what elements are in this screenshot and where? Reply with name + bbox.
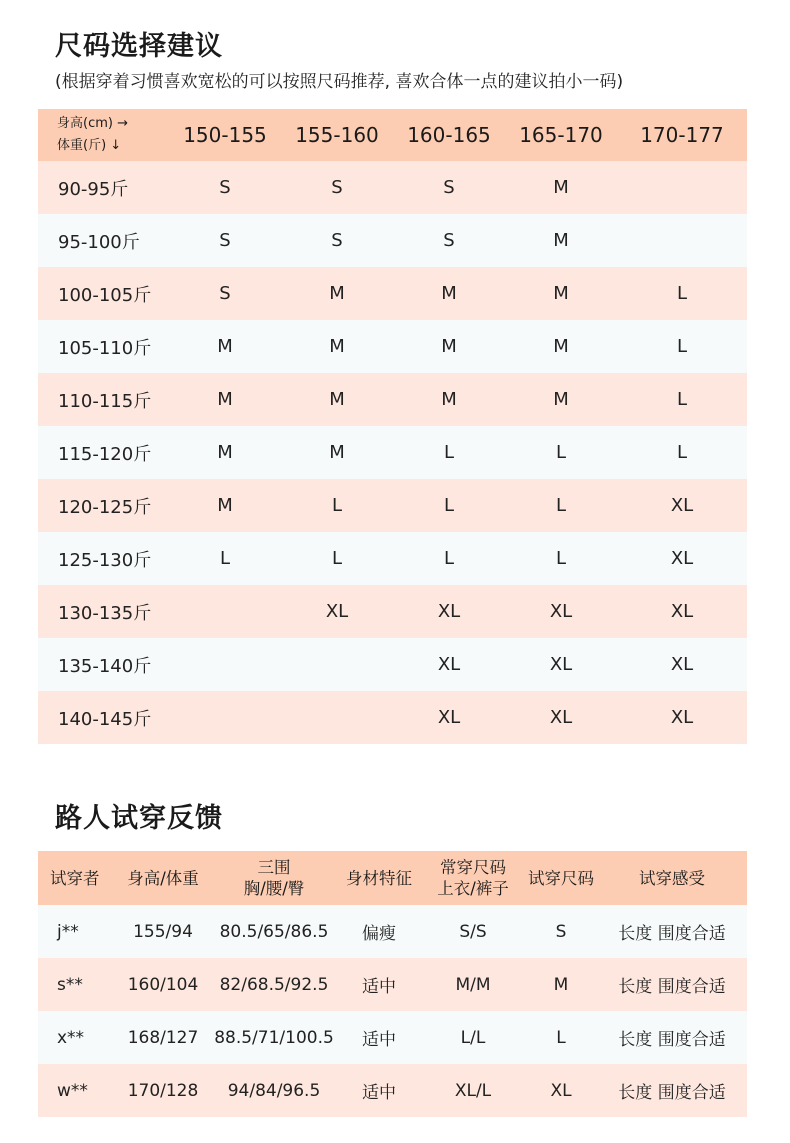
height-weight-header: 身高/体重 [115,851,211,905]
size-cell: M [393,320,505,373]
fitting-feedback-table [38,851,747,1117]
size-cell: L [617,320,747,373]
tester-feeling: 长度 围度合适 [597,905,747,958]
size-chart-row [38,532,747,585]
size-chart-row [38,373,747,426]
tester-usual-size: S/S [421,905,525,958]
size-cell: S [169,214,281,267]
size-cell: M [169,479,281,532]
tester-name: w** [38,1064,115,1117]
size-cell: M [505,373,617,426]
size-cell: M [505,161,617,214]
size-cell: L [505,426,617,479]
feedback-body [38,905,747,1117]
size-cell [169,585,281,638]
size-cell: M [281,373,393,426]
size-cell: XL [393,585,505,638]
tester-height-weight: 170/128 [115,1064,211,1117]
tester-measurements: 94/84/96.5 [211,1064,337,1117]
tester-feeling: 长度 围度合适 [597,1064,747,1117]
size-cell: XL [505,691,617,744]
size-cell: M [281,320,393,373]
size-cell: XL [617,532,747,585]
tester-height-weight: 168/127 [115,1011,211,1064]
size-chart-body [38,161,747,744]
size-cell: L [617,426,747,479]
size-guide-title: 尺码选择建议 [55,31,223,62]
body-type-header: 身材特征 [337,851,421,905]
size-chart-row [38,638,747,691]
size-cell [169,691,281,744]
size-cell: L [505,479,617,532]
size-cell: M [169,320,281,373]
weight-range-label: 100-105斤 [38,267,169,320]
tester-usual-size: M/M [421,958,525,1011]
weight-range-label: 120-125斤 [38,479,169,532]
tester-name: x** [38,1011,115,1064]
tester-tried-size: XL [525,1064,597,1117]
tester-tried-size: M [525,958,597,1011]
tester-tried-size: L [525,1011,597,1064]
usual-size-header [421,851,525,905]
size-chart-row [38,585,747,638]
size-cell: XL [505,638,617,691]
size-guide-subtitle: (根据穿着习惯喜欢宽松的可以按照尺码推荐, 喜欢合体一点的建议拍小一码) [55,72,624,92]
size-cell: XL [617,691,747,744]
size-cell: L [617,373,747,426]
size-cell [617,214,747,267]
size-cell: M [393,373,505,426]
size-cell: S [281,161,393,214]
tester-header: 试穿者 [38,851,115,905]
tried-size-header: 试穿尺码 [525,851,597,905]
tester-usual-size: XL/L [421,1064,525,1117]
size-cell: L [281,532,393,585]
size-chart-row [38,214,747,267]
size-cell: M [169,426,281,479]
size-cell: XL [617,585,747,638]
height-range-header: 170-177 [617,109,747,161]
tester-height-weight: 160/104 [115,958,211,1011]
size-chart-row [38,426,747,479]
feedback-header-row [38,851,747,905]
tester-measurements: 82/68.5/92.5 [211,958,337,1011]
size-cell [169,638,281,691]
weight-range-label: 105-110斤 [38,320,169,373]
size-cell: L [169,532,281,585]
size-chart-row [38,691,747,744]
tester-name: s** [38,958,115,1011]
tester-name: j** [38,905,115,958]
size-cell: S [169,161,281,214]
size-cell [281,638,393,691]
size-cell: S [281,214,393,267]
measurements-header-line1: 三围 [257,858,291,877]
tester-feeling: 长度 围度合适 [597,1011,747,1064]
weight-range-label: 95-100斤 [38,214,169,267]
feedback-row [38,958,747,1011]
weight-range-label: 140-145斤 [38,691,169,744]
weight-range-label: 135-140斤 [38,638,169,691]
size-cell: M [281,426,393,479]
size-chart-header-row [38,109,747,161]
weight-range-label: 125-130斤 [38,532,169,585]
size-chart-table [38,109,747,744]
size-cell: S [393,161,505,214]
size-cell: S [169,267,281,320]
feedback-row [38,1064,747,1117]
size-cell: XL [393,691,505,744]
weight-range-label: 110-115斤 [38,373,169,426]
size-cell: L [393,426,505,479]
size-cell: XL [617,638,747,691]
size-cell: L [617,267,747,320]
size-chart-corner-cell [38,109,169,161]
feedback-row [38,905,747,958]
size-chart-row [38,161,747,214]
measurements-header [211,851,337,905]
tester-feeling: 长度 围度合适 [597,958,747,1011]
weight-axis-label: 体重(斤) ↓ [57,138,122,153]
size-cell: XL [617,479,747,532]
height-range-header: 160-165 [393,109,505,161]
weight-range-label: 90-95斤 [38,161,169,214]
size-cell: S [393,214,505,267]
height-range-header: 165-170 [505,109,617,161]
weight-range-label: 130-135斤 [38,585,169,638]
size-cell: M [505,320,617,373]
usual-size-header-line2: 上衣/裤子 [437,879,509,898]
feedback-title: 路人试穿反馈 [55,803,223,834]
size-cell: L [393,479,505,532]
size-cell: M [505,267,617,320]
size-cell: XL [281,585,393,638]
tester-usual-size: L/L [421,1011,525,1064]
size-cell: XL [505,585,617,638]
size-cell: L [393,532,505,585]
height-axis-label: 身高(cm) → [57,116,128,131]
tester-measurements: 88.5/71/100.5 [211,1011,337,1064]
weight-range-label: 115-120斤 [38,426,169,479]
feeling-header: 试穿感受 [597,851,747,905]
tester-height-weight: 155/94 [115,905,211,958]
tester-tried-size: S [525,905,597,958]
size-chart-row [38,320,747,373]
height-range-header: 150-155 [169,109,281,161]
size-cell [281,691,393,744]
measurements-header-line2: 胸/腰/臀 [243,879,305,898]
height-range-header: 155-160 [281,109,393,161]
size-chart-row [38,267,747,320]
size-cell: L [281,479,393,532]
size-cell: M [393,267,505,320]
feedback-row [38,1011,747,1064]
usual-size-header-line1: 常穿尺码 [440,858,506,877]
size-cell [617,161,747,214]
size-cell: M [505,214,617,267]
tester-body-type: 适中 [337,958,421,1011]
size-cell: XL [393,638,505,691]
tester-body-type: 适中 [337,1011,421,1064]
tester-body-type: 适中 [337,1064,421,1117]
size-cell: M [281,267,393,320]
size-cell: L [505,532,617,585]
size-cell: M [169,373,281,426]
tester-body-type: 偏瘦 [337,905,421,958]
tester-measurements: 80.5/65/86.5 [211,905,337,958]
size-chart-row [38,479,747,532]
